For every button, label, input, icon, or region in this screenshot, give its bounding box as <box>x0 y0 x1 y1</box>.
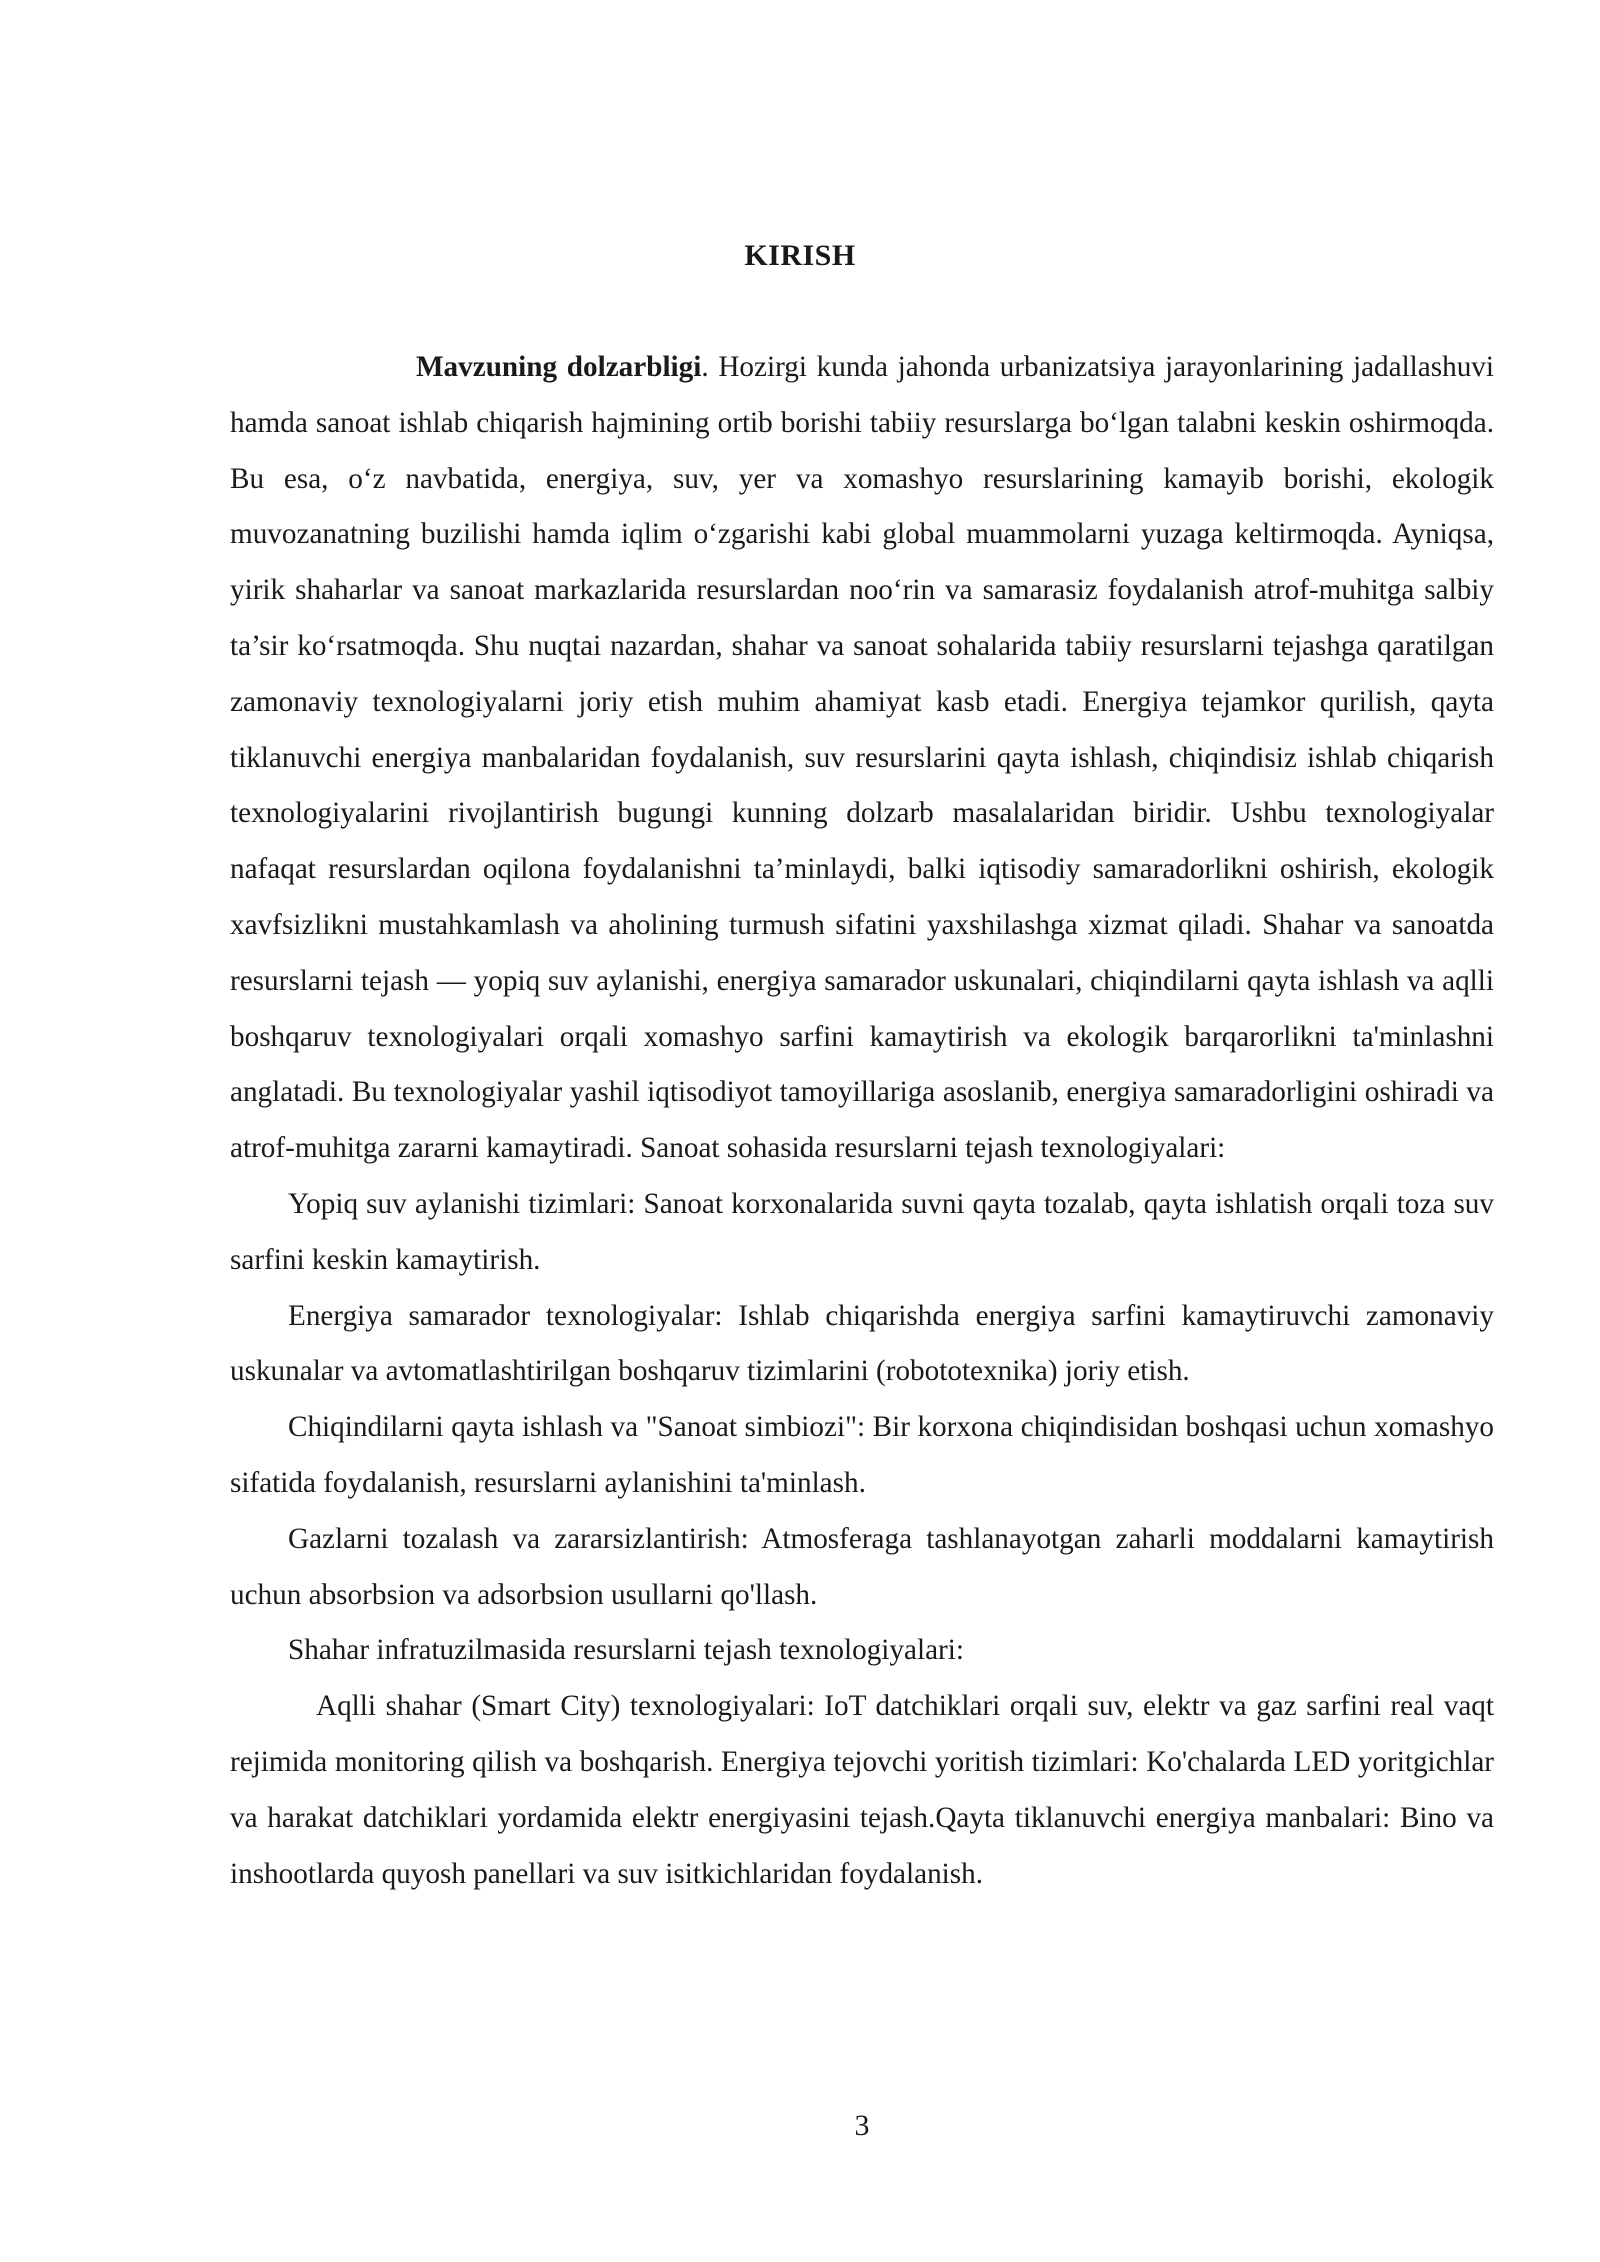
paragraph-city-infrastructure: Shahar infratuzilmasida resurslarni tejash texnologiyalari: <box>288 1634 964 1667</box>
intro-paragraph <box>230 340 1494 1177</box>
body-text <box>230 340 1494 1902</box>
paragraph-energy-efficient: Energiya samarador texnologiyalar: Ishlab chiqarishda energiya sarfini kamaytiruvchi zamonaviy uskunalar va avtomatlashtirilgan boshqaruv tizimlarini (robototexnika) joriy etish. <box>230 1299 1494 1388</box>
paragraph-closed-water: Yopiq suv aylanishi tizimlari: Sanoat korxonalarida suvni qayta tozalab, qayta ishlatish orqali toza suv sarfini keskin kamaytirish. <box>230 1187 1494 1276</box>
intro-lead: Mavzuning dolzarbligi <box>416 351 702 383</box>
section-title: KIRISH <box>744 239 856 272</box>
paragraph-gas-cleaning: Gazlarni tozalash va zararsizlantirish: Atmosferaga tashlanayotgan zaharli moddalarni kamaytirish uchun absorbsion va adsorbsion usullarni qo'llash. <box>230 1522 1494 1611</box>
intro-text: . Hozirgi kunda jahonda urbanizatsiya jarayonlarining jadallashuvi hamda sanoat ishlab chiqarish hajmining ortib borishi tabiiy resurslarga bo‘lgan talabni keskin oshirmoqda. Bu esa, o‘z navbatida, energiya, suv, yer va xomashyo resurslarining kamayib borishi, ekologik muvozanatning buzilishi hamda iqlim o‘zgarishi kabi global muammolarni yuzaga keltirmoqda. Ayniqsa, yirik shaharlar va sanoat markazlarida resurslardan noo‘rin va samarasiz foydalanish atrof-muhitga salbiy ta’sir ko‘rsatmoqda. Shu nuqtai nazardan, shahar va sanoat sohalarida tabiiy resurslarni tejashga qaratilgan zamonaviy texnologiyalarni joriy etish muhim ahamiyat kasb etadi. Energiya tejamkor qurilish, qayta tiklanuvchi energiya manbalaridan foydalanish, suv resurslarini qayta ishlash, chiqindisiz ishlab chiqarish texnologiyalarini rivojlantirish bugungi kunning dolzarb masalalaridan biridir. Ushbu texnologiyalar nafaqat resurslardan oqilona foydalanishni ta’minlaydi, balki iqtisodiy samaradorlikni oshirish, ekologik xavfsizlikni mustahkamlash va aholining turmush sifatini yaxshilashga xizmat qiladi. Shahar va sanoatda resurslarni tejash — yopiq suv aylanishi, energiya samarador uskunalari, chiqindilarni qayta ishlash va aqlli boshqaruv texnologiyalari orqali xomashyo sarfini kamaytirish va ekologik barqarorlikni ta'minlashni anglatadi. Bu texnologiyalar yashil iqtisodiyot tamoyillariga asoslanib, energiya samaradorligini oshiradi va atrof-muhitga zararni kamaytiradi. Sanoat sohasida resurslarni tejash texnologiyalari: <box>230 351 1494 1165</box>
paragraph-waste-recycling: Chiqindilarni qayta ishlash va "Sanoat simbiozi": Bir korxona chiqindisidan boshqasi uchun xomashyo sifatida foydalanish, resurslarni aylanishini ta'minlash. <box>230 1411 1494 1499</box>
paragraph-smart-city: Aqlli shahar (Smart City) texnologiyalari: IoT datchiklari orqali suv, elektr va gaz sarfini real vaqt rejimida monitoring qilish va boshqarish. Energiya tejovchi yoritish tizimlari: Ko'chalarda LED yoritgichlar va harakat datchiklari yordamida elektr energiyasini tejash.Qayta tiklanuvchi energiya manbalari: Bino va inshootlarda quyosh panellari va suv isitkichlaridan foydalanish. <box>230 1690 1494 1890</box>
page-number: 3 <box>854 2109 870 2142</box>
